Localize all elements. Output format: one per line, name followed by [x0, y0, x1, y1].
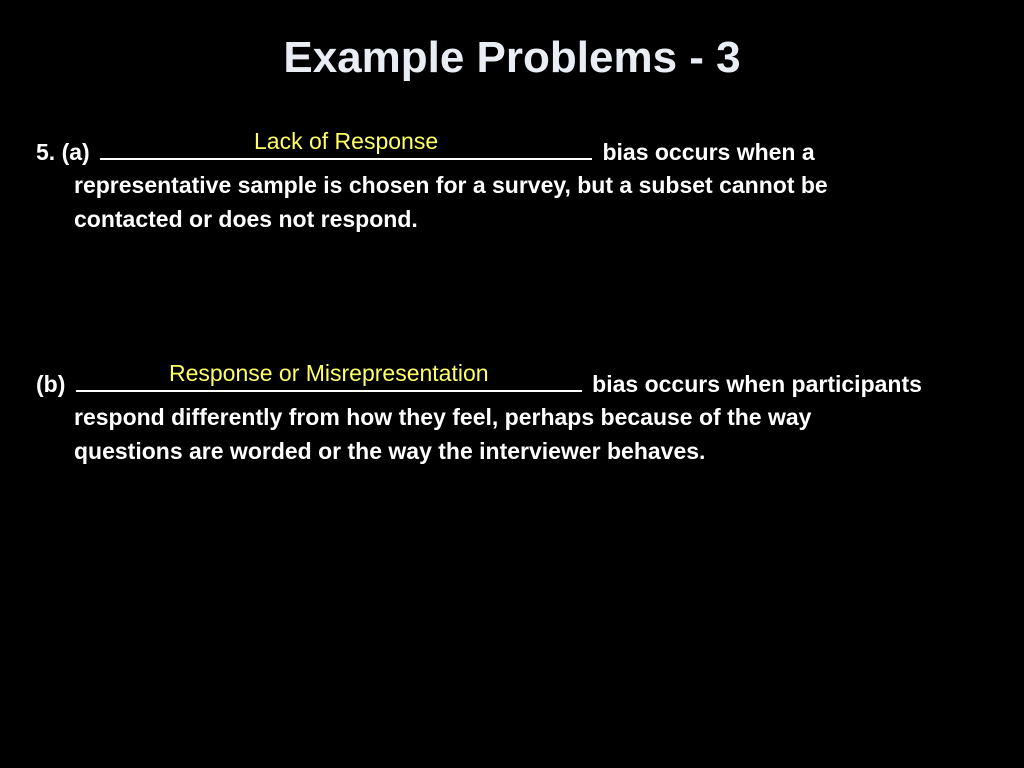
- problem-5b-prefix: (b): [36, 371, 66, 397]
- problem-5a-first-line: [36, 128, 1021, 168]
- problem-5b: [36, 360, 1021, 468]
- problem-5a: [36, 128, 1021, 236]
- problem-5a-suffix: bias occurs when a: [602, 139, 815, 165]
- answer-a-text: Lack of Response: [254, 128, 439, 154]
- slide-title: Example Problems - 3: [283, 33, 741, 82]
- problem-5a-prefix: 5. (a): [36, 139, 90, 165]
- problem-5b-first-line: [36, 360, 1021, 400]
- problem-5b-line-3: questions are worded or the way the interviewer behaves.: [74, 438, 706, 464]
- problem-5b-suffix: bias occurs when participants: [592, 371, 922, 397]
- answer-blank-a: [100, 128, 592, 160]
- answer-b-text: Response or Misrepresentation: [168, 360, 489, 386]
- problem-5a-line-3: contacted or does not respond.: [74, 206, 418, 232]
- problem-5a-line-2: representative sample is chosen for a survey, but a subset cannot be: [74, 172, 828, 198]
- answer-blank-b: [76, 360, 582, 392]
- problem-5b-line-2: respond differently from how they feel, perhaps because of the way: [74, 404, 812, 430]
